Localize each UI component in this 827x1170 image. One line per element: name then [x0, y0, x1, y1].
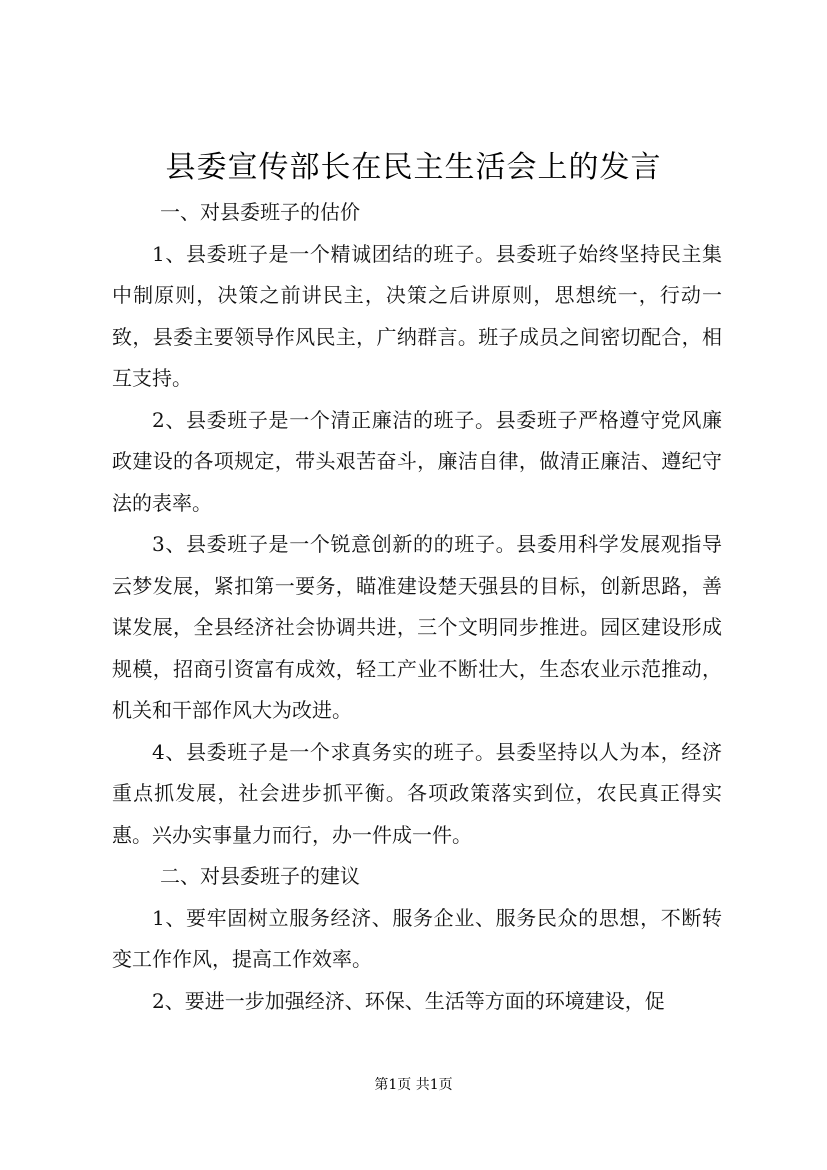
paragraph-1: 1、县委班子是一个精诚团结的班子。县委班子始终坚持民主集中制原则，决策之前讲民主，决策之后讲原则，思想统一，行动一致，县委主要领导作风民主，广纳群言。班子成员之间密切配合，相互支持。: [112, 241, 722, 390]
paragraph-5: 1、要牢固树立服务经济、服务企业、服务民众的思想，不断转变工作作风，提高工作效率。: [112, 905, 722, 971]
paragraph-3: 3、县委班子是一个锐意创新的的班子。县委用科学发展观指导云梦发展，紧扣第一要务，瞄准建设楚天强县的目标，创新思路，善谋发展，全县经济社会协调共进，三个文明同步推进。园区建设形成规模，招商引资富有成效，轻工产业不断壮大，生态农业示范推动，机关和干部作风大为改进。: [112, 532, 722, 722]
paragraph-6: 2、要进一步加强经济、环保、生活等方面的环境建设，促: [152, 988, 665, 1013]
page-footer: 第1页 共1页: [374, 1077, 453, 1093]
document-title: 县委宣传部长在民主生活会上的发言: [165, 150, 662, 185]
document-body: [112, 192, 722, 1022]
paragraph-2: 2、县委班子是一个清正廉洁的班子。县委班子严格遵守党风廉政建设的各项规定，带头艰苦奋斗，廉洁自律，做清正廉洁、遵纪守法的表率。: [112, 407, 722, 515]
section-heading-1: 一、对县委班子的估价: [160, 200, 360, 224]
section-heading-2: 二、对县委班子的建议: [160, 864, 360, 888]
paragraph-4: 4、县委班子是一个求真务实的班子。县委坚持以人为本，经济重点抓发展，社会进步抓平衡。各项政策落实到位，农民真正得实惠。兴办实事量力而行，办一件成一件。: [112, 739, 722, 847]
